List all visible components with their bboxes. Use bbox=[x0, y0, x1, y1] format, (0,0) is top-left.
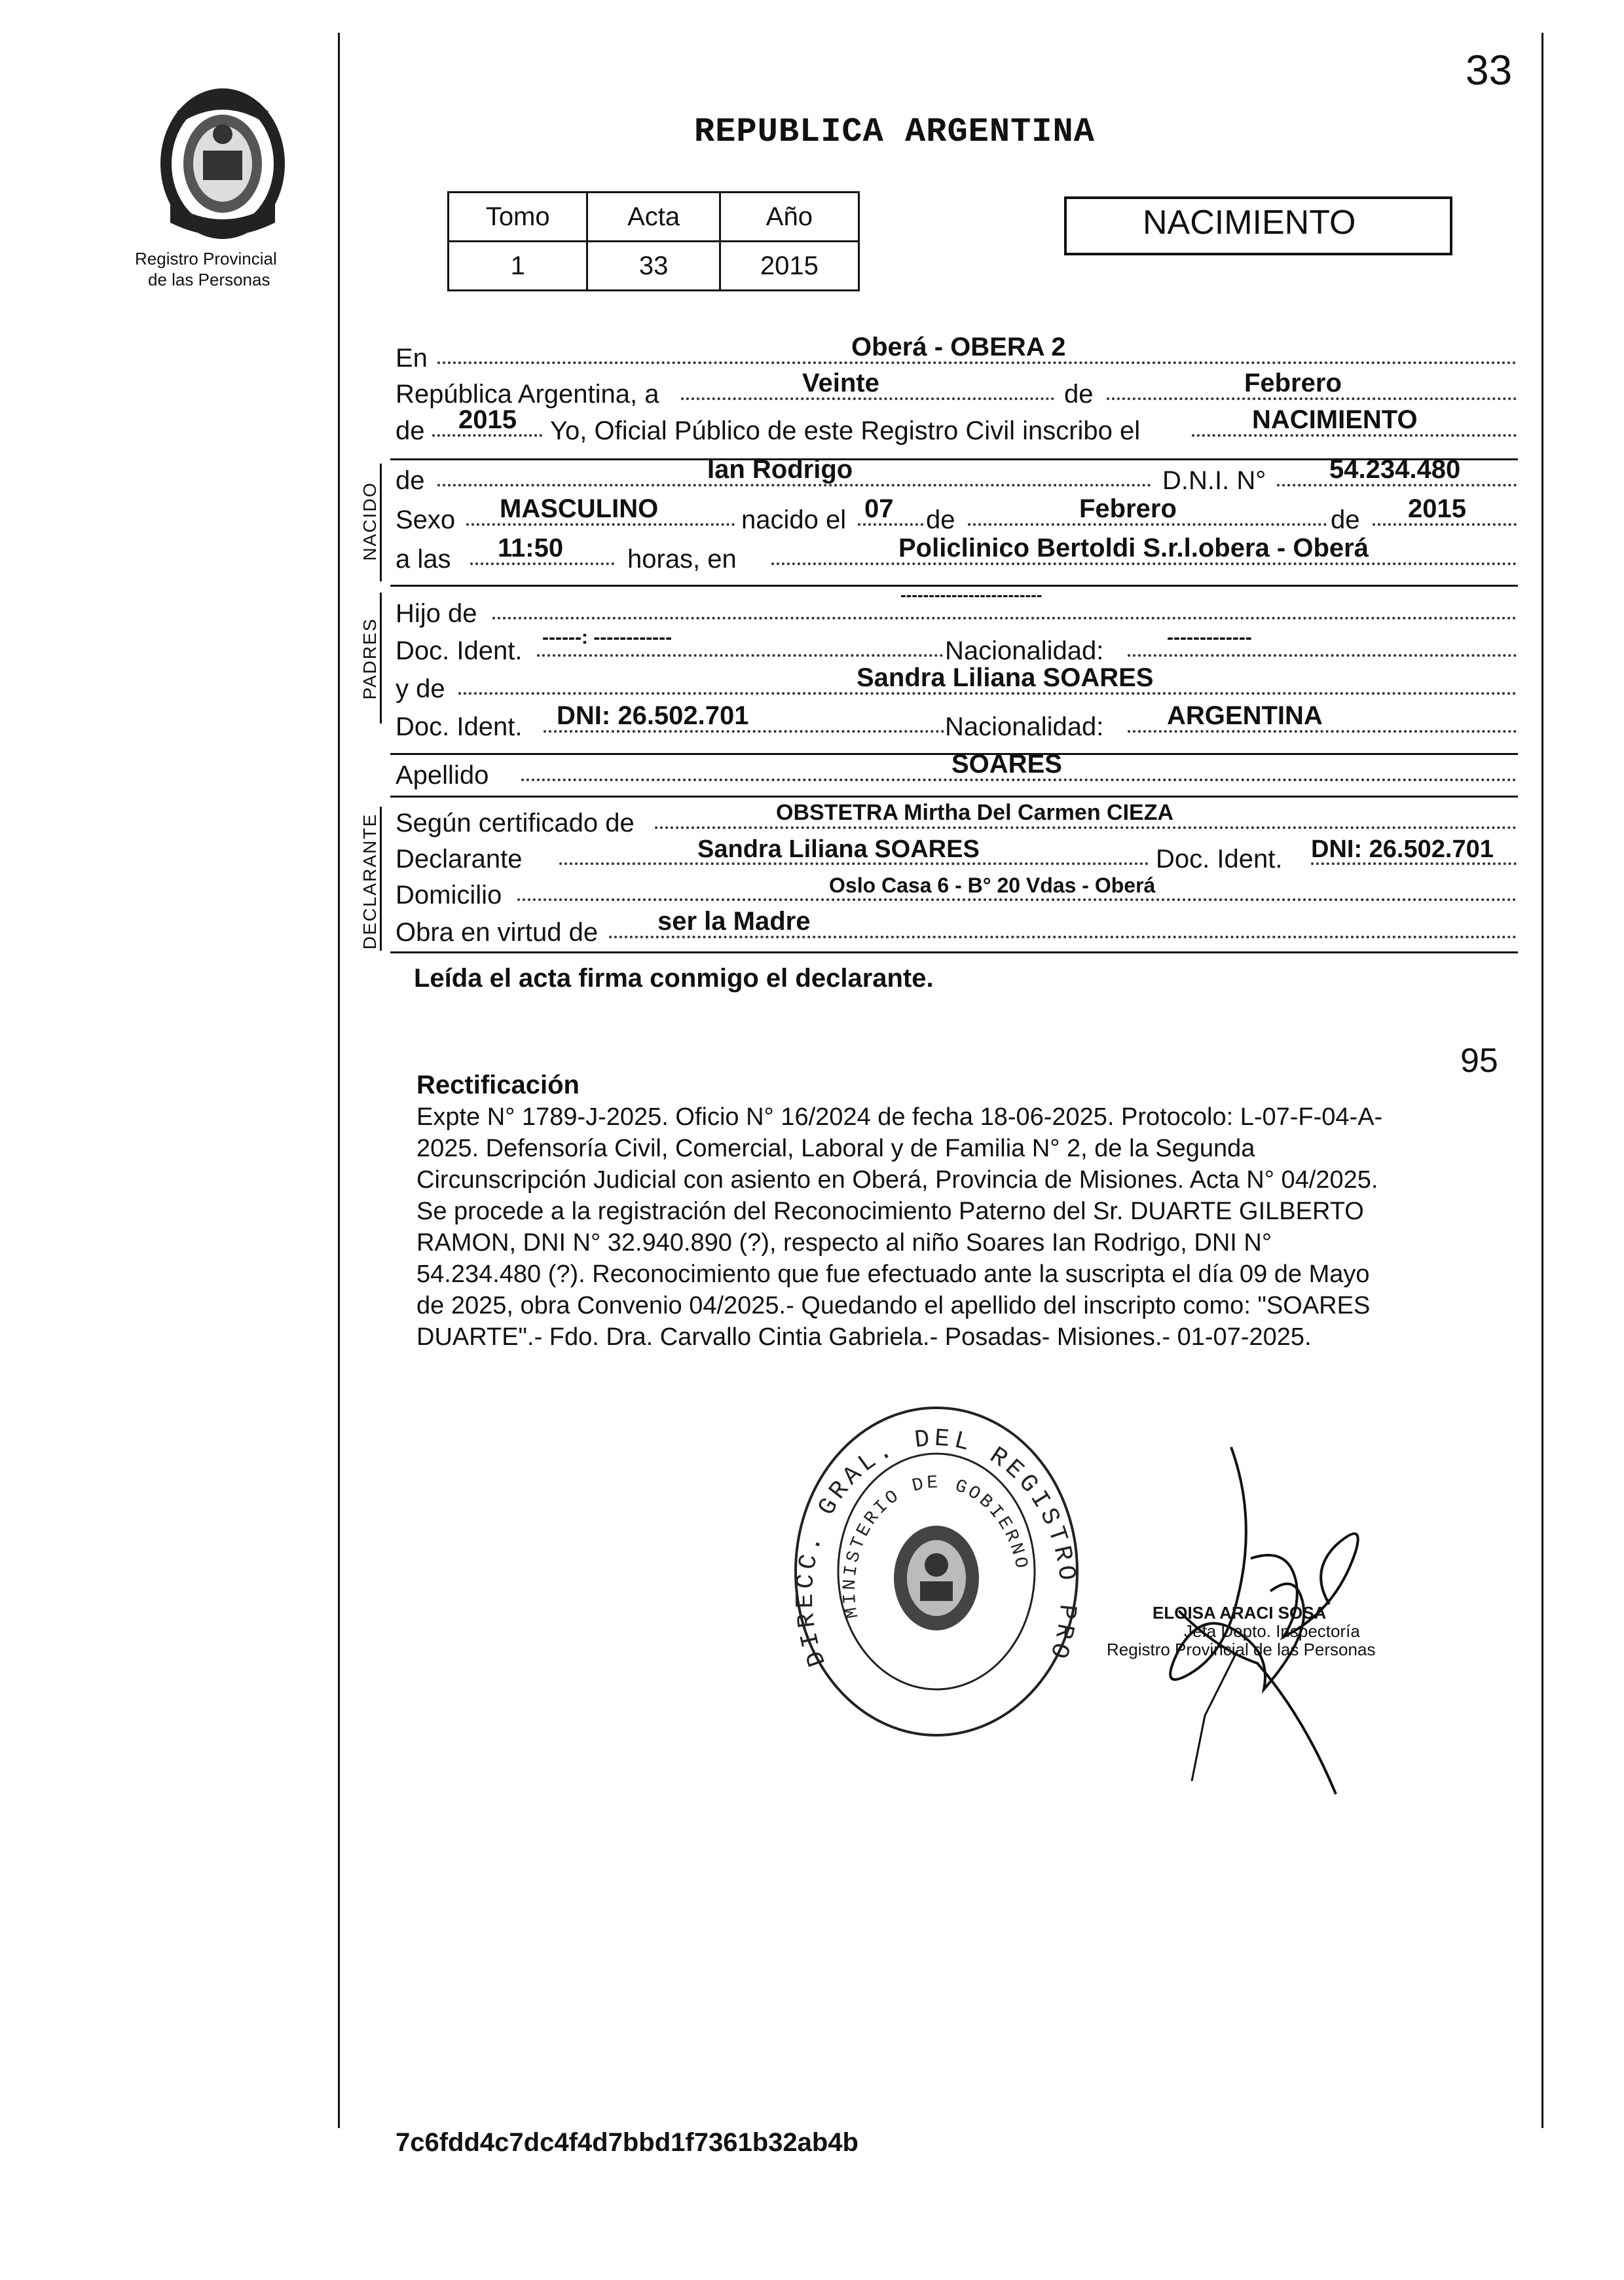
signer-title-1: Jefa Depto. Inspectoría bbox=[1184, 1621, 1360, 1641]
tomo-value: 1 bbox=[449, 242, 587, 291]
rectificacion-line: Se procede a la registración del Reconocimiento Paterno del Sr. DUARTE GILBERTO bbox=[416, 1198, 1364, 1225]
declarante-name-label: Declarante bbox=[396, 845, 523, 873]
rectificacion-line: RAMON, DNI N° 32.940.890 (?), respecto al niño Soares Ian Rodrigo, DNI N° bbox=[416, 1229, 1272, 1257]
rectificacion-title: Rectificación bbox=[416, 1071, 580, 1099]
doc-ident-dots-2 bbox=[544, 730, 944, 733]
apellido-value: SOARES bbox=[951, 750, 1062, 779]
hijo-de-value: ------------------------- bbox=[900, 585, 1043, 604]
nacido-de-label: de bbox=[396, 466, 425, 495]
hijo-de-label: Hijo de bbox=[396, 599, 477, 628]
anio-header: Año bbox=[720, 193, 858, 242]
divider-4 bbox=[390, 796, 1518, 798]
birth-place: Policlinico Bertoldi S.r.l.obera - Oberá bbox=[898, 534, 1369, 562]
nacionalidad-value-1: ------------- bbox=[1167, 627, 1252, 648]
obra-label: Obra en virtud de bbox=[396, 918, 599, 947]
birth-time: 11:50 bbox=[498, 534, 564, 562]
stamp-outer-text: DIRECC. GRAL. DEL REGISTRO PRO bbox=[791, 1424, 1081, 1670]
year-value: 2015 bbox=[458, 405, 517, 434]
province-seal-logo bbox=[151, 85, 295, 249]
org-name-line2: de las Personas bbox=[148, 270, 270, 289]
doc-ident-label-2: Doc. Ident. bbox=[396, 712, 523, 741]
apellido-label: Apellido bbox=[396, 761, 489, 790]
intro-text: Yo, Oficial Público de este Registro Civil inscribo el bbox=[550, 416, 1141, 445]
closing-statement: Leída el acta firma conmigo el declarante. bbox=[414, 964, 934, 993]
rectificacion-line: Circunscripción Judicial con asiento en Oberá, Provincia de Misiones. Acta N° 04/2025. bbox=[416, 1166, 1378, 1194]
declarante-dni: DNI: 26.502.701 bbox=[1311, 836, 1494, 863]
signer-name: ELOISA ARACI SOSA bbox=[1153, 1603, 1327, 1623]
acta-value: 33 bbox=[587, 242, 720, 291]
nacionalidad-label-1: Nacionalidad: bbox=[945, 636, 1104, 665]
rectificacion-line: DUARTE".- Fdo. Dra. Carvallo Cintia Gabriela.- Posadas- Misiones.- 01-07-2025. bbox=[416, 1323, 1312, 1351]
tomo-header: Tomo bbox=[449, 193, 587, 242]
domicilio-label: Domicilio bbox=[396, 881, 502, 910]
dni-label: D.N.I. N° bbox=[1162, 466, 1266, 495]
page-number: 33 bbox=[1466, 46, 1513, 94]
inscribe-value: NACIMIENTO bbox=[1252, 405, 1418, 434]
hijo-de-dots bbox=[492, 617, 1517, 619]
rectificacion-body bbox=[416, 1101, 1509, 1353]
doc-ident-value-1: ------: ------------ bbox=[542, 627, 673, 648]
declarante-doc-label: Doc. Ident. bbox=[1156, 845, 1283, 873]
doc-ident-dots-1 bbox=[537, 654, 943, 657]
de-label-1: de bbox=[1064, 380, 1094, 409]
doc-ident-label-1: Doc. Ident. bbox=[396, 636, 523, 665]
mother-dni: DNI: 26.502.701 bbox=[557, 701, 749, 730]
padres-label: PADRES bbox=[360, 617, 380, 700]
domicilio-dots bbox=[517, 898, 1517, 901]
rectificacion-line: de 2025, obra Convenio 04/2025.- Quedando el apellido del inscripto como: "SOARES bbox=[416, 1292, 1371, 1319]
segun-dots bbox=[655, 826, 1517, 829]
obra-value: ser la Madre bbox=[657, 907, 811, 936]
nacionalidad-value-2: ARGENTINA bbox=[1167, 701, 1323, 730]
nacionalidad-label-2: Nacionalidad: bbox=[945, 712, 1104, 741]
a-las-label: a las bbox=[396, 545, 451, 574]
rectificacion-number: 95 bbox=[1460, 1042, 1498, 1080]
birth-month: Febrero bbox=[1079, 494, 1177, 523]
day-value: Veinte bbox=[802, 369, 879, 397]
org-name-line1: Registro Provincial bbox=[135, 249, 277, 268]
right-border-line bbox=[1541, 33, 1543, 2128]
rectificacion-line: 54.234.480 (?). Reconocimiento que fue efectuado ante la suscripta el día 09 de Mayo bbox=[416, 1260, 1370, 1288]
republica-label: República Argentina, a bbox=[396, 380, 659, 409]
y-de-label: y de bbox=[396, 674, 445, 703]
child-name: Ian Rodrigo bbox=[707, 455, 853, 484]
horas-en-label: horas, en bbox=[627, 545, 737, 574]
left-border-line bbox=[338, 33, 340, 2128]
document-hash: 7c6fdd4c7dc4f4d7bbd1f7361b32ab4b bbox=[396, 2128, 858, 2157]
record-type: NACIMIENTO bbox=[1143, 204, 1356, 242]
rectificacion-line: Expte N° 1789-J-2025. Oficio N° 16/2024 de fecha 18-06-2025. Protocolo: L-07-F-04-A- bbox=[416, 1103, 1383, 1131]
rectificacion-line: 2025. Defensoría Civil, Comercial, Laboral y de Familia N° 2, de la Segunda bbox=[416, 1135, 1255, 1162]
sexo-value: MASCULINO bbox=[500, 494, 659, 523]
stamp-inner-text: MINISTERIO DE GOBIERNO bbox=[840, 1473, 1032, 1620]
declarante-dni-dots bbox=[1311, 862, 1517, 865]
nacido-de-label-1: de bbox=[926, 506, 955, 534]
declarante-label: DECLARANTE bbox=[360, 813, 380, 950]
birth-year: 2015 bbox=[1408, 494, 1466, 523]
mother-name: Sandra Liliana SOARES bbox=[857, 663, 1154, 692]
country-title: REPUBLICA ARGENTINA bbox=[694, 113, 1095, 151]
acta-header: Acta bbox=[587, 193, 720, 242]
nacido-label: NACIDO bbox=[360, 481, 380, 561]
birth-day: 07 bbox=[864, 494, 894, 523]
sexo-label: Sexo bbox=[396, 506, 456, 534]
record-number-table bbox=[447, 191, 860, 291]
en-value: Oberá - OBERA 2 bbox=[851, 333, 1066, 361]
month-value: Febrero bbox=[1244, 369, 1342, 397]
de-label-2: de bbox=[396, 416, 425, 445]
child-dni: 54.234.480 bbox=[1329, 455, 1461, 484]
en-label: En bbox=[396, 344, 428, 373]
signer-title-2: Registro Provincial de las Personas bbox=[1107, 1640, 1376, 1659]
official-stamp bbox=[786, 1401, 1087, 1742]
nacido-de-label-2: de bbox=[1331, 506, 1360, 534]
nacido-el-label: nacido el bbox=[741, 506, 847, 534]
domicilio-value: Oslo Casa 6 - B° 20 Vdas - Oberá bbox=[829, 873, 1156, 897]
declarante-name: Sandra Liliana SOARES bbox=[697, 836, 980, 863]
segun-value: OBSTETRA Mirtha Del Carmen CIEZA bbox=[776, 800, 1174, 825]
nacionalidad-dots-1 bbox=[1128, 654, 1517, 657]
divider-5 bbox=[390, 951, 1518, 953]
anio-value: 2015 bbox=[720, 242, 858, 291]
segun-label: Según certificado de bbox=[396, 809, 635, 837]
